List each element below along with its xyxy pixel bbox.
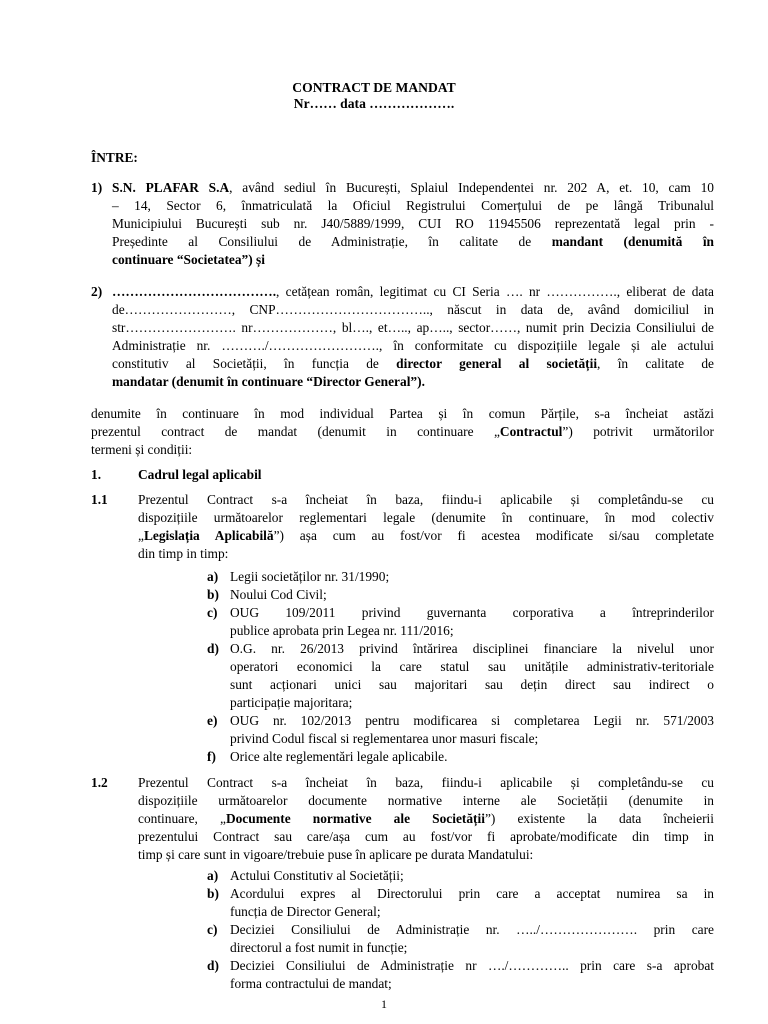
list-item-continuation: operatori economici la care statul sau unitățile administrativ-teritoriale: [230, 659, 714, 674]
list-item: OUG nr. 102/2013 pentru modificarea si completarea Legii nr. 571/2003: [230, 713, 714, 728]
list-item-label: b): [207, 587, 219, 602]
list-item: Deciziei Consiliului de Administrație nr. …../…………………. prin care: [230, 922, 714, 937]
list-item-continuation: publice aprobata prin Legea nr. 111/2016;: [230, 623, 454, 638]
list-item-label: a): [207, 868, 219, 883]
document-subtitle: Nr…… data ……………….: [293, 96, 455, 111]
list-item-label: e): [207, 713, 218, 728]
list-item-label: c): [207, 922, 218, 937]
clause-1-2-line1: Prezentul Contract s-a încheiat în baza, fiindu-i aplicabile și completându-se cu: [138, 775, 714, 790]
list-item: Noului Cod Civil;: [230, 587, 327, 602]
list-item-label: d): [207, 958, 219, 973]
list-item-label: b): [207, 886, 219, 901]
list-item: Orice alte reglementări legale aplicabile.: [230, 749, 448, 764]
party1-line1: S.N. PLAFAR S.A, având sediul în București, Splaiul Independentei nr. 202 A, et. 10, cam 10: [112, 180, 714, 195]
intro-line1: denumite în continuare în mod individual Partea și în comun Părțile, s-a încheiat astăzi: [91, 406, 714, 421]
party1-line4: Președinte al Consiliului de Administrație, în calitate de mandant (denumită în: [112, 234, 715, 249]
clause-1-1-line4: din timp in timp:: [138, 546, 229, 561]
list-item-label: f): [207, 749, 216, 764]
clause-1-2-line2: dispozițiile următoarelor documente normative interne ale Societății (denumite in: [138, 793, 714, 808]
list-item: Actului Constitutiv al Societății;: [230, 868, 404, 883]
list-item-label: a): [207, 569, 219, 584]
list-item-label: d): [207, 641, 219, 656]
list-item: OUG 109/2011 privind guvernanta corporativa a întreprinderilor: [230, 605, 714, 620]
list-item-continuation: sunt acționari unici sau majoritari sau dețin direct sau indirect o: [230, 677, 714, 692]
list-item: Acordului expres al Directorului prin care a acceptat numirea sa in: [230, 886, 714, 901]
list-item-continuation: directorul a fost numit in funcție;: [230, 940, 408, 955]
clause-1-1-number: 1.1: [91, 492, 108, 507]
party2-line4: Administrație nr. ………./……………………., în conformitate cu dispozițiile legale și ale actului: [112, 338, 714, 353]
document-title: CONTRACT DE MANDAT: [292, 80, 456, 95]
intro-line2: prezentul contract de mandat (denumit in continuare „Contractul”) potrivit următorilor: [91, 424, 714, 439]
list-item-label: c): [207, 605, 218, 620]
party2-line6: mandatar (denumit în continuare “Director General”).: [112, 374, 425, 389]
clause-1-1-line2: dispozițiile următoarelor reglementari legale (denumite în continuare, în mod colectiv: [138, 510, 714, 525]
clause-1-2-line5: timp și care sunt in vigoare/trebuie puse în aplicare pe durata Mandatului:: [138, 847, 534, 862]
section1-heading: Cadrul legal aplicabil: [138, 467, 262, 482]
page-number: 1: [381, 997, 387, 1011]
party1-line3: Municipiului București sub nr. J40/5889/1999, CUI RO 11945506 reprezentată legal prin -: [112, 216, 714, 231]
list-item-continuation: forma contractului de mandat;: [230, 976, 392, 991]
party2-line2: de……………………, CNP…………………………….., născut in data de, având domiciliul in: [112, 302, 714, 317]
clause-1-2-number: 1.2: [91, 775, 108, 790]
list-item-continuation: funcția de Director General;: [230, 904, 381, 919]
list-item: Deciziei Consiliului de Administrație nr …./………….. prin care s-a aprobat: [230, 958, 714, 973]
party2-number: 2): [91, 284, 103, 299]
party1-line5: continuare “Societatea”) și: [112, 252, 265, 267]
clause-1-1-line3: „Legislația Aplicabilă”) așa cum au fost/vor fi acestea modificate si/sau completate: [138, 528, 714, 543]
intro-line3: termeni și condiții:: [91, 442, 193, 457]
list-item: O.G. nr. 26/2013 privind întărirea disciplinei financiare la nivelul unor: [230, 641, 714, 656]
clause-1-2-line4: prezentului Contract sau care/așa cum au fost/vor fi aprobate/modificate din timp in: [138, 829, 714, 844]
intre-heading: ÎNTRE:: [91, 150, 138, 165]
clause-1-2-line3: continuare, „Documente normative ale Societății”) existente la data încheierii: [138, 811, 714, 826]
party2-line3: str……………………. nr………………, bl…., et….., ap….., sector……, numit prin Decizia Consiliului de: [112, 320, 714, 335]
party1-number: 1): [91, 180, 103, 195]
list-item-continuation: participație majoritara;: [230, 695, 353, 710]
party2-line5: constitutiv al Societății, în funcția de director general al societății, în calitate de: [112, 356, 714, 371]
party1-line2: – 14, Sector 6, înmatriculată la Oficiul Registrului Comerțului de pe lângă Tribunalul: [112, 198, 714, 213]
clause-1-1-line1: Prezentul Contract s-a încheiat în baza, fiindu-i aplicabile și completându-se cu: [138, 492, 714, 507]
section1-number: 1.: [91, 467, 102, 482]
list-item-continuation: privind Codul fiscal si reglementarea unor masuri fiscale;: [230, 731, 539, 746]
list-item: Legii societăților nr. 31/1990;: [230, 569, 390, 584]
party2-line1: ………………………………., cetățean român, legitimat cu CI Seria …. nr ……………., eliberat de data: [112, 284, 714, 299]
